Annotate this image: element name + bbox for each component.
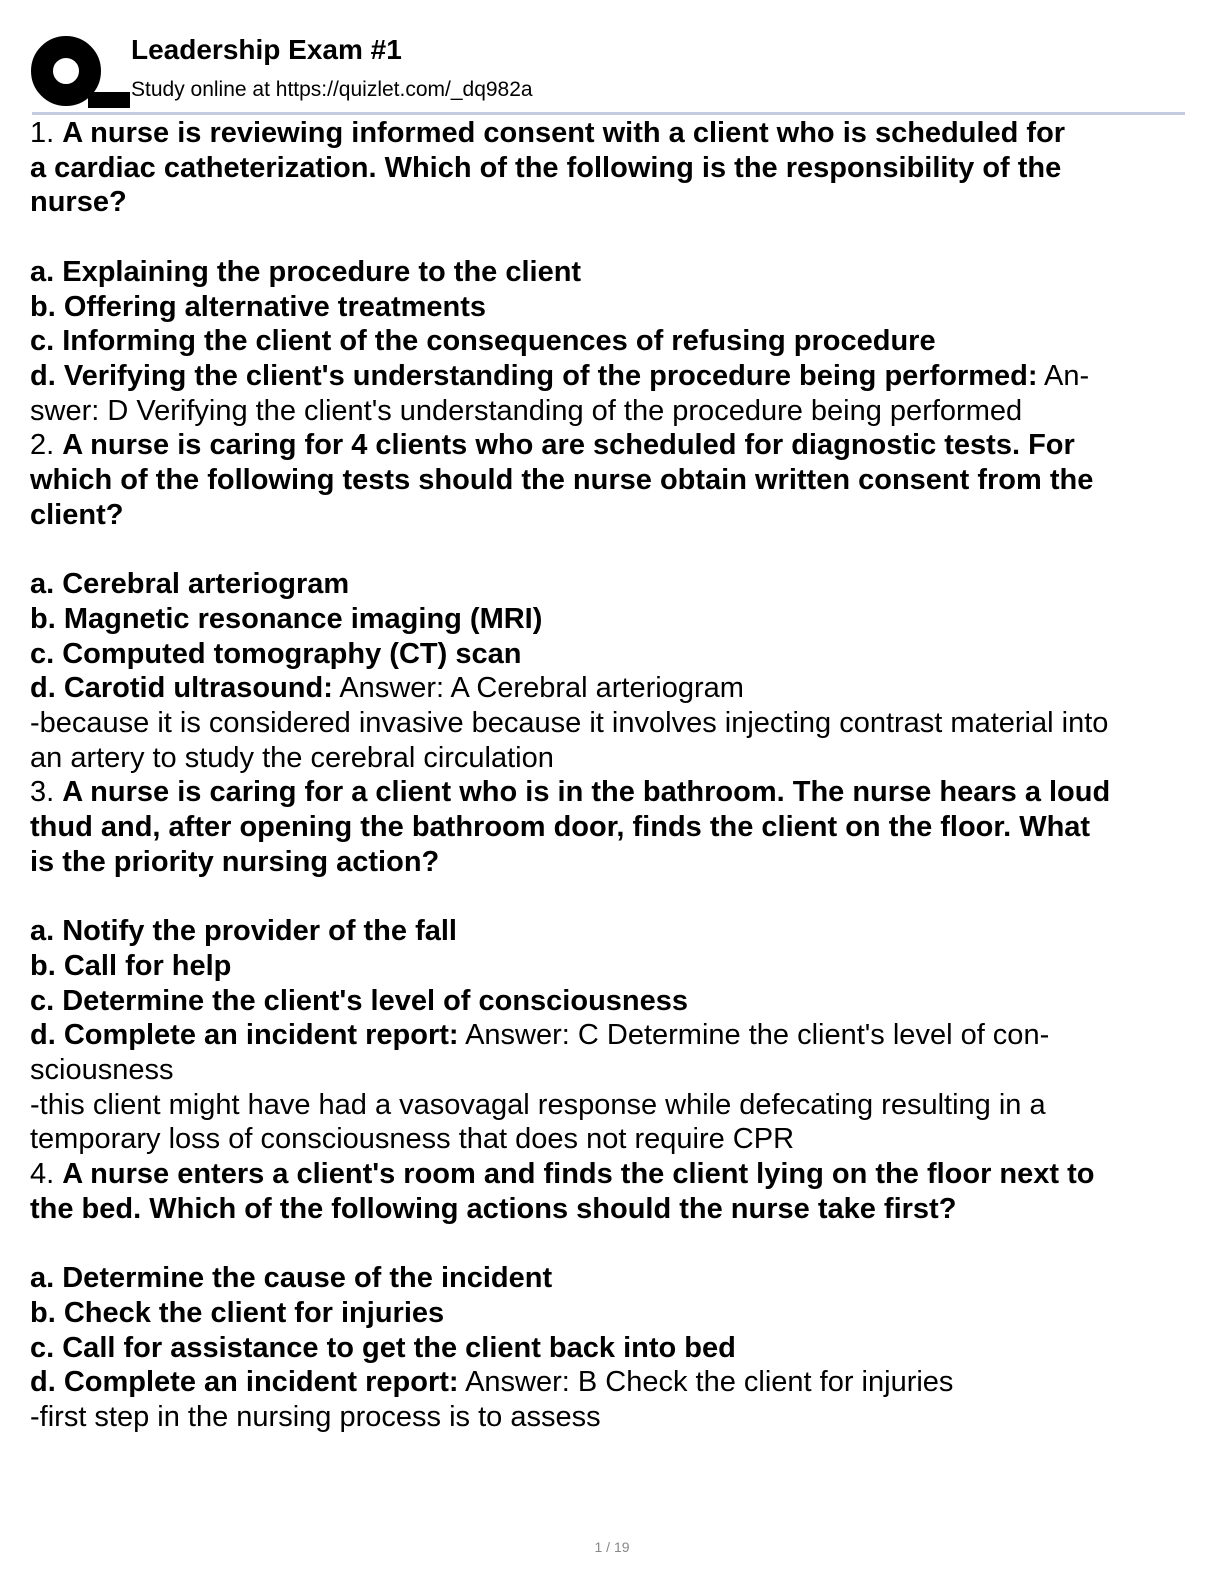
answer-text: Answer: C Determine the client's level of con- (465, 1019, 1050, 1052)
question-block (30, 116, 1190, 428)
page-header (30, 30, 1190, 114)
rationale-line: -first step in the nursing process is to assess (30, 1400, 601, 1433)
question-text: the bed. Which of the following actions should the nurse take first? (30, 1192, 957, 1225)
question-text: A nurse is reviewing informed consent with a client who is scheduled for (62, 117, 1066, 149)
answer-option: c. Determine the client's level of consciousness (30, 984, 689, 1017)
answer-text: An- (1043, 359, 1090, 392)
answer-option-with-answer (30, 1018, 1190, 1053)
answer-option-last: d. Complete an incident report: (30, 1366, 459, 1399)
answer-option: c. Call for assistance to get the client back into bed (30, 1331, 736, 1364)
question-number: 2. (30, 429, 55, 462)
question-text: nurse? (30, 186, 127, 219)
answer-option-with-answer (30, 1365, 1190, 1400)
question-number: 3. (30, 776, 55, 809)
answer-option: a. Notify the provider of the fall (30, 915, 457, 948)
question-text: client? (30, 498, 124, 531)
question-text-line (30, 116, 1190, 151)
answer-option-last: d. Carotid ultrasound: (30, 672, 333, 705)
question-block (30, 1157, 1190, 1435)
blank-line (30, 1226, 1190, 1261)
question-text: A nurse is caring for 4 clients who are scheduled for diagnostic tests. For (62, 429, 1075, 462)
answer-text-continued: swer: D Verifying the client's understanding of the procedure being performed (30, 394, 1023, 427)
answer-option: c. Computed tomography (CT) scan (30, 637, 522, 670)
blank-line (30, 532, 1190, 567)
answer-option: b. Offering alternative treatments (30, 290, 487, 323)
question-text-line (30, 498, 1190, 533)
study-online-line (131, 78, 533, 102)
blank-line (30, 220, 1190, 255)
rationale-line: -because it is considered invasive because it involves injecting contrast material into (30, 706, 1109, 739)
rationale-line: temporary loss of consciousness that does not require CPR (30, 1123, 795, 1156)
question-text-line (30, 845, 1190, 880)
study-link[interactable]: https://quizlet.com/_dq982a (275, 78, 533, 101)
rationale-line: -this client might have had a vasovagal response while defecating resulting in a (30, 1088, 1046, 1121)
document-title: Leadership Exam #1 (131, 34, 402, 65)
answer-text: Answer: A Cerebral arteriogram (339, 672, 744, 705)
question-text: which of the following tests should the nurse obtain written consent from the (30, 464, 1094, 497)
answer-text: Answer: B Check the client for injuries (465, 1366, 954, 1399)
answer-option: b. Call for help (30, 949, 232, 982)
header-divider (32, 112, 1185, 115)
rationale-line: an artery to study the cerebral circulation (30, 741, 554, 774)
question-block (30, 775, 1190, 1157)
question-text-line (30, 185, 1190, 220)
answer-option: c. Informing the client of the consequences of refusing procedure (30, 325, 936, 358)
page-indicator: 1 / 19 (594, 1539, 630, 1555)
question-text-line (30, 810, 1190, 845)
answer-option-last: d. Verifying the client's understanding of the procedure being performed: (30, 359, 1038, 392)
answer-option: a. Explaining the procedure to the client (30, 255, 582, 288)
answer-option: b. Magnetic resonance imaging (MRI) (30, 602, 543, 635)
answer-option-with-answer (30, 671, 1190, 706)
question-number: 1. (30, 117, 55, 149)
question-text: thud and, after opening the bathroom door, finds the client on the floor. What (30, 811, 1091, 844)
question-text: A nurse enters a client's room and finds the client lying on the floor next to (62, 1158, 1095, 1191)
question-text-line (30, 151, 1190, 186)
question-text-line (30, 1192, 1190, 1227)
study-prefix: Study online at (131, 78, 276, 101)
quizlet-logo-icon (30, 32, 136, 110)
question-text-line (30, 428, 1190, 463)
answer-option-last: d. Complete an incident report: (30, 1019, 459, 1052)
question-text: A nurse is caring for a client who is in the bathroom. The nurse hears a loud (62, 776, 1111, 809)
question-text: is the priority nursing action? (30, 845, 440, 878)
answer-option: a. Cerebral arteriogram (30, 568, 350, 601)
answer-option: b. Check the client for injuries (30, 1296, 445, 1329)
answer-text-continued: sciousness (30, 1053, 174, 1086)
question-text-line (30, 775, 1190, 810)
question-number: 4. (30, 1158, 55, 1191)
blank-line (30, 879, 1190, 914)
question-text: a cardiac catheterization. Which of the following is the responsibility of the (30, 151, 1062, 184)
answer-option-with-answer (30, 359, 1190, 394)
answer-option: a. Determine the cause of the incident (30, 1262, 553, 1295)
question-text-line (30, 1157, 1190, 1192)
question-block (30, 428, 1190, 775)
question-list (30, 116, 1190, 1435)
question-text-line (30, 463, 1190, 498)
